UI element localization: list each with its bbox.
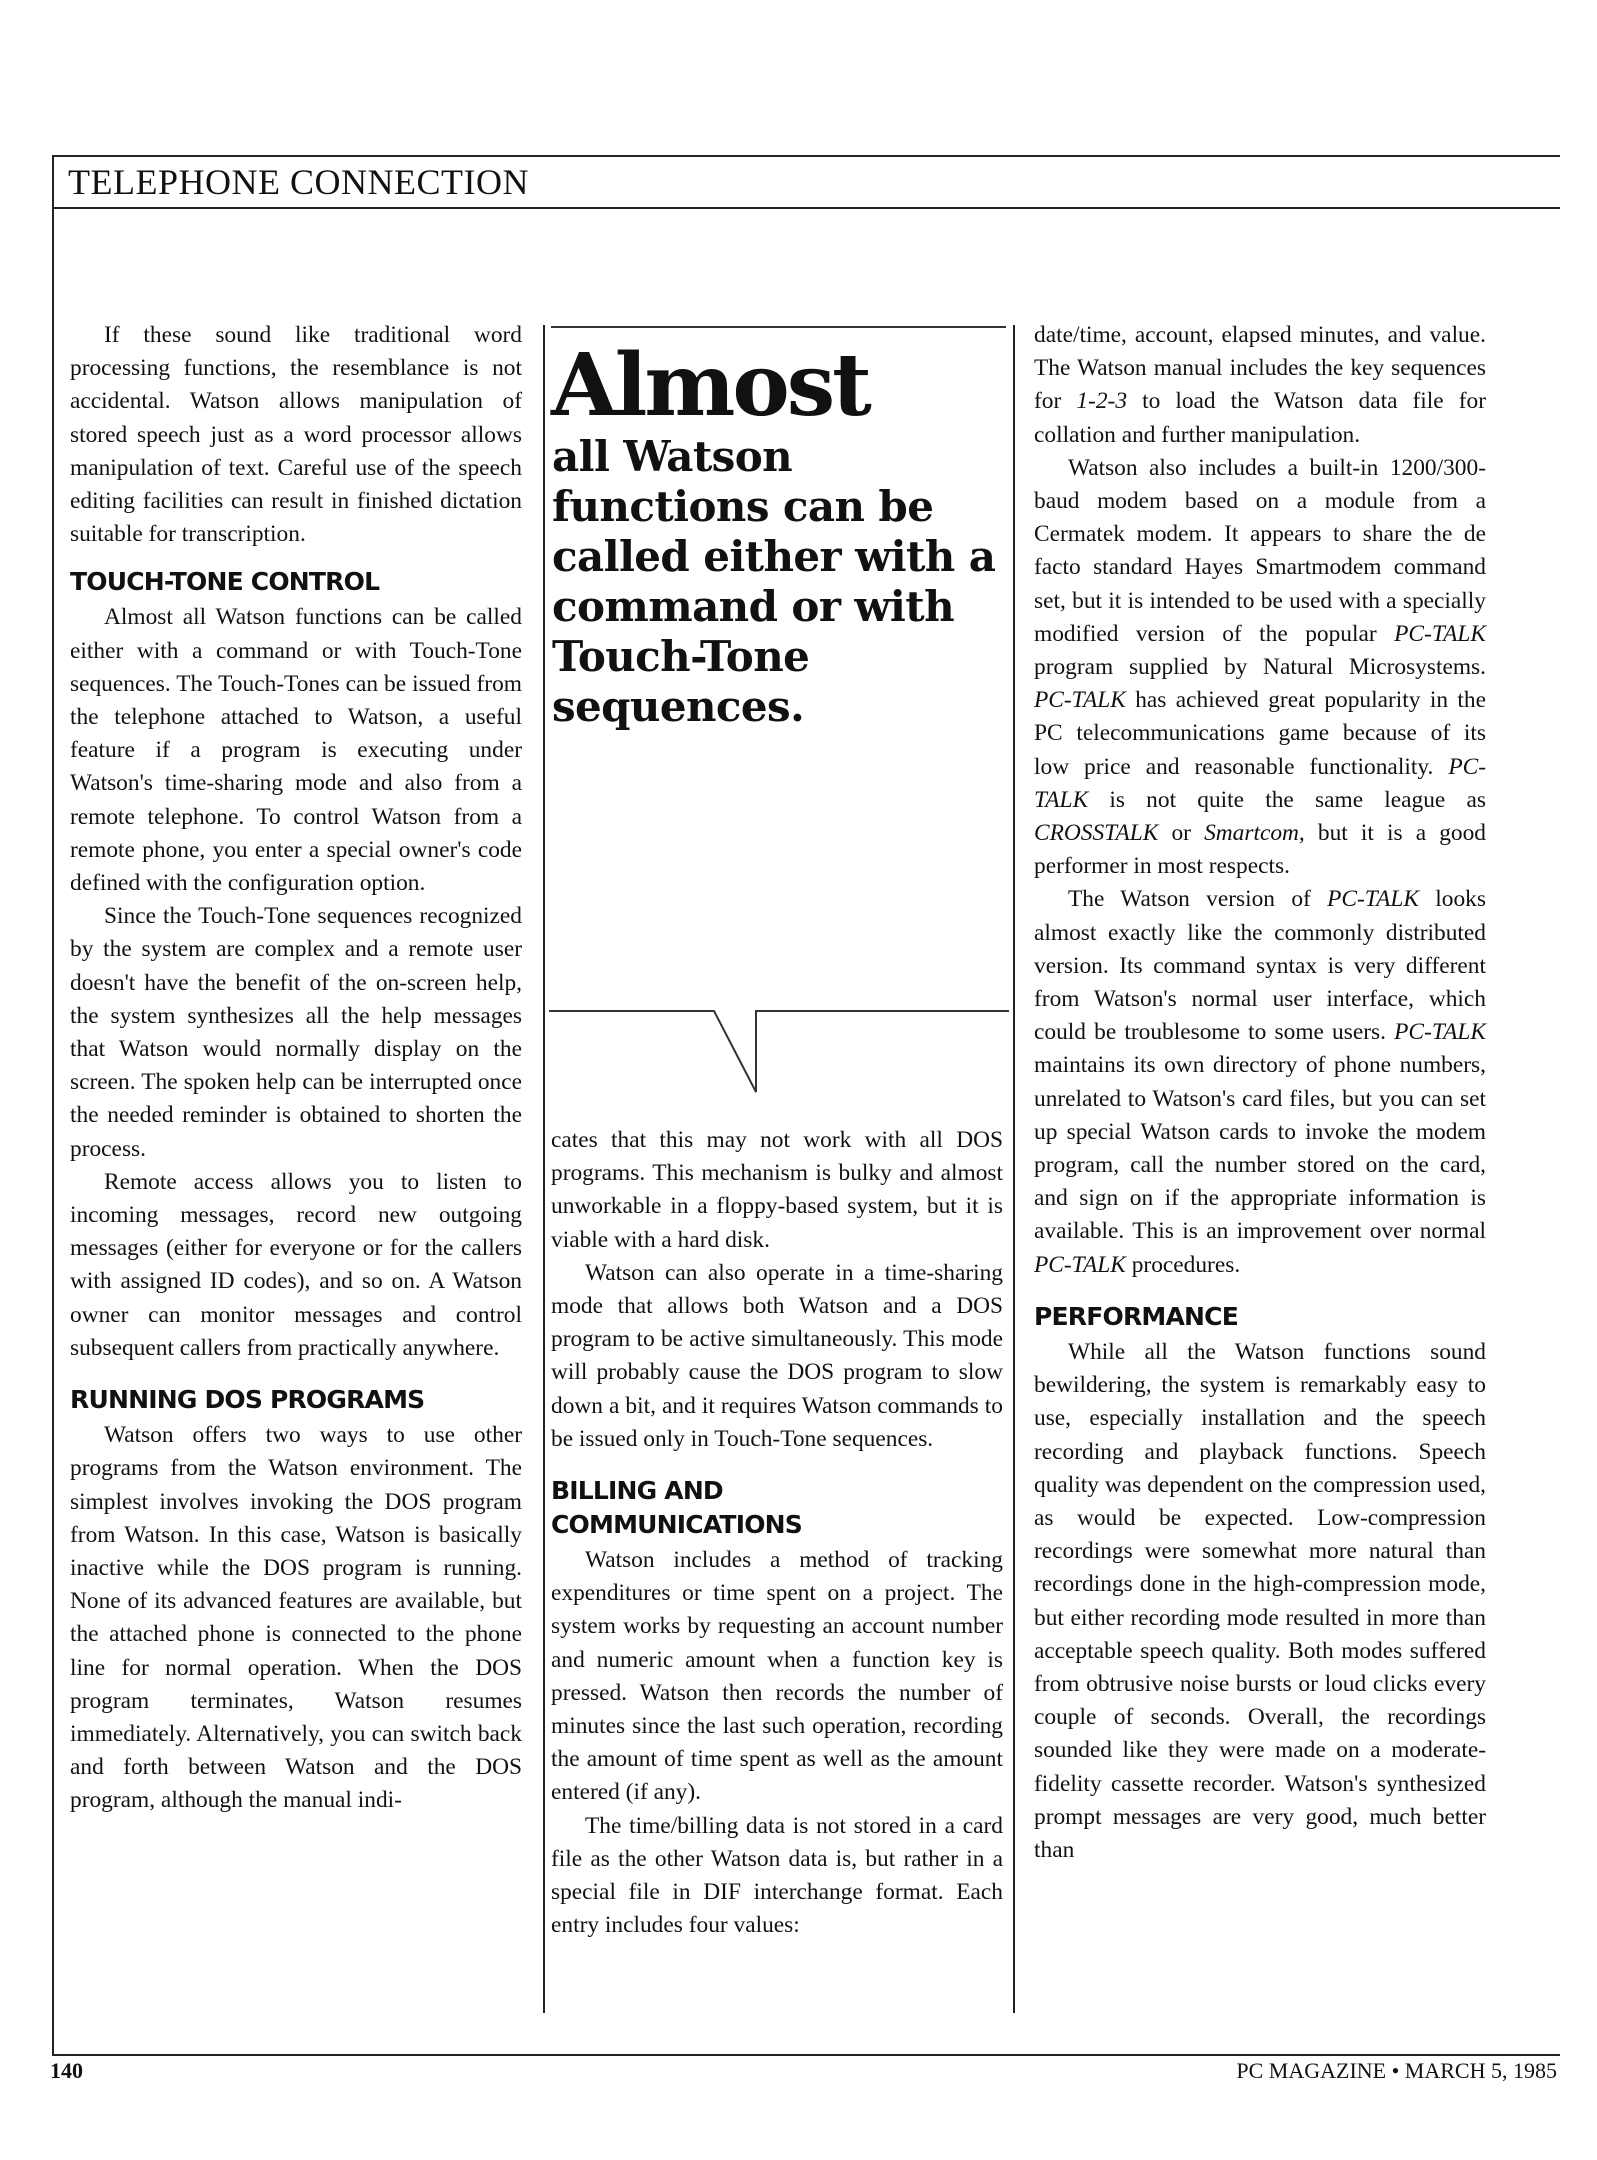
italic-title: PC-TALK <box>1034 1251 1126 1278</box>
column-rule-1 <box>543 325 545 2013</box>
section-title: TELEPHONE CONNECTION <box>68 162 529 202</box>
subheading-running-dos-programs: RUNNING DOS PROGRAMS <box>70 1385 425 1415</box>
paragraph: The time/billing data is not stored in a card file as the other Watson data is, but rather in a special file in DIF interchange format. Each entry includes four values: <box>551 1812 1003 1939</box>
paragraph: date/time, account, elapsed minutes, and value. The Watson manual includes the key sequences for 1-2-3 to load the Watson data file for collation and further manipulation. <box>1034 322 1487 448</box>
pull-quote-top-rule <box>551 326 1006 328</box>
column-rule-2 <box>1013 325 1015 2013</box>
column-2 <box>551 1124 1003 1942</box>
pull-quote-lead-word: Almost <box>551 335 869 436</box>
page-number: 140 <box>50 2058 83 2083</box>
paragraph: Almost all Watson functions can be called either with a command or with Touch-Tone sequences. The Touch-Tones can be issued from the telephone attached to Watson, a useful feature if a program is executing under Watson's time-sharing mode and also from a remote telephone. To control Watson from a remote phone, you enter a special owner's code defined with the configuration option. <box>70 604 522 897</box>
italic-title: PC-TALK <box>1327 886 1419 913</box>
paragraph: Watson offers two ways to use other programs from the Watson environment. The simplest involves invoking the DOS program from Watson. In this case, Watson is basically inactive while the DOS program is running. None of its advanced features are available, but the attached phone is connected to the phone line for normal operation. When the DOS program terminates, Watson resumes immediately. Alternatively, you can switch back and forth between Watson and the DOS program, although the manual indi- <box>70 1422 522 1814</box>
page-frame-bottom <box>52 2054 1560 2056</box>
paragraph: Watson can also operate in a time-sharing mode that allows both Watson and a DOS program to be active simultaneously. This mode will probably cause the DOS program to slow down a bit, and it requires Watson commands to be issued only in Touch-Tone sequences. <box>551 1259 1003 1452</box>
italic-title: CROSSTALK <box>1034 820 1159 847</box>
italic-title: Smartcom <box>1204 820 1299 847</box>
italic-title: PC-TALK <box>1394 620 1486 647</box>
paragraph: cates that this may not work with all DOS programs. This mechanism is bulky and almost unworkable in a floppy-based system, but it is viable with a hard disk. <box>551 1127 1003 1253</box>
paragraph: Watson also includes a built-in 1200/300-baud modem based on a module from a Cermatek modem. It appears to share the de facto standard Hayes Smartmodem command set, but it is intended to be used with a specially modified version of the popular PC-TALK program supplied by Natural Microsystems. PC-TALK has achieved great popularity in the PC telecommunications game because of its low price and reasonable functionality. PC-TALK is not quite the same league as CROSSTALK or Smartcom, but it is a good performer in most respects. <box>1034 454 1486 880</box>
subheading-performance: PERFORMANCE <box>1034 1301 1239 1331</box>
paragraph: Watson includes a method of tracking expenditures or time spent on a project. The system works by requesting an account number and numeric amount when a function key is pressed. Watson then records the number of minutes since the last such operation, recording the amount of time spent as well as the amount entered (if any). <box>551 1547 1003 1806</box>
column-3 <box>1034 319 1486 1867</box>
page-frame-left <box>52 155 54 2055</box>
paragraph: If these sound like traditional word processing functions, the resemblance is not accidental. Watson allows manipulation of stored speech just as a word processor allows manipulation of text. Careful use of the speech editing facilities can result in finished dictation suitable for transcription. <box>70 322 522 548</box>
subheading-billing-and-communications <box>551 1474 1003 1542</box>
magazine-issue: PC MAGAZINE • MARCH 5, 1985 <box>1236 2058 1557 2083</box>
subheading-line: COMMUNICATIONS <box>551 1510 802 1540</box>
subheading-line: BILLING AND <box>551 1476 723 1506</box>
paragraph: Remote access allows you to listen to incoming messages, record new outgoing messages (either for everyone or for the callers with assigned ID codes), and so on. A Watson owner can monitor messages and control subsequent callers from practically anywhere. <box>70 1168 522 1361</box>
italic-title: PC-TALK <box>1034 753 1486 813</box>
header-rule-bottom <box>52 207 1560 209</box>
italic-title: 1-2-3 <box>1076 388 1128 415</box>
subheading-touch-tone-control: TOUCH-TONE CONTROL <box>70 567 380 597</box>
italic-title: PC-TALK <box>1394 1019 1486 1046</box>
pull-quote-text: all Watson functions can be called either with a command or with Touch-Tone sequences. <box>552 432 996 731</box>
paragraph: The Watson version of PC-TALK looks almost exactly like the commonly distributed version. Its command syntax is very different from Watson's normal user interface, which could be troublesome to some users. PC-TALK maintains its own directory of phone numbers, unrelated to Watson's card files, but you can set up special Watson cards to invoke the modem program, call the number stored on the card, and sign on if the appropriate information is available. This is an improvement over normal PC-TALK procedures. <box>1034 886 1486 1278</box>
pull-quote-callout-pointer <box>549 1000 1009 1100</box>
paragraph: While all the Watson functions sound bewildering, the system is remarkably easy to use, especially installation and the speech recording and playback functions. Speech quality was dependent on the compression used, as would be expected. Low-compression recordings were somewhat more natural than recordings done in the high-compression mode, but either recording mode resulted in more than acceptable speech quality. Both modes suffered from obtrusive noise bursts or loud clicks every couple of seconds. Overall, the recordings sounded like they were made on a moderate-fidelity cassette recorder. Watson's synthesized prompt messages are very good, much better than <box>1034 1338 1486 1863</box>
column-1 <box>70 319 522 1818</box>
italic-title: PC-TALK <box>1034 687 1126 714</box>
paragraph: Since the Touch-Tone sequences recognized by the system are complex and a remote user doesn't have the benefit of the on-screen help, the system synthesizes all the help messages that Watson would normally display on the screen. The spoken help can be interrupted once the needed reminder is obtained to shorten the process. <box>70 903 522 1162</box>
